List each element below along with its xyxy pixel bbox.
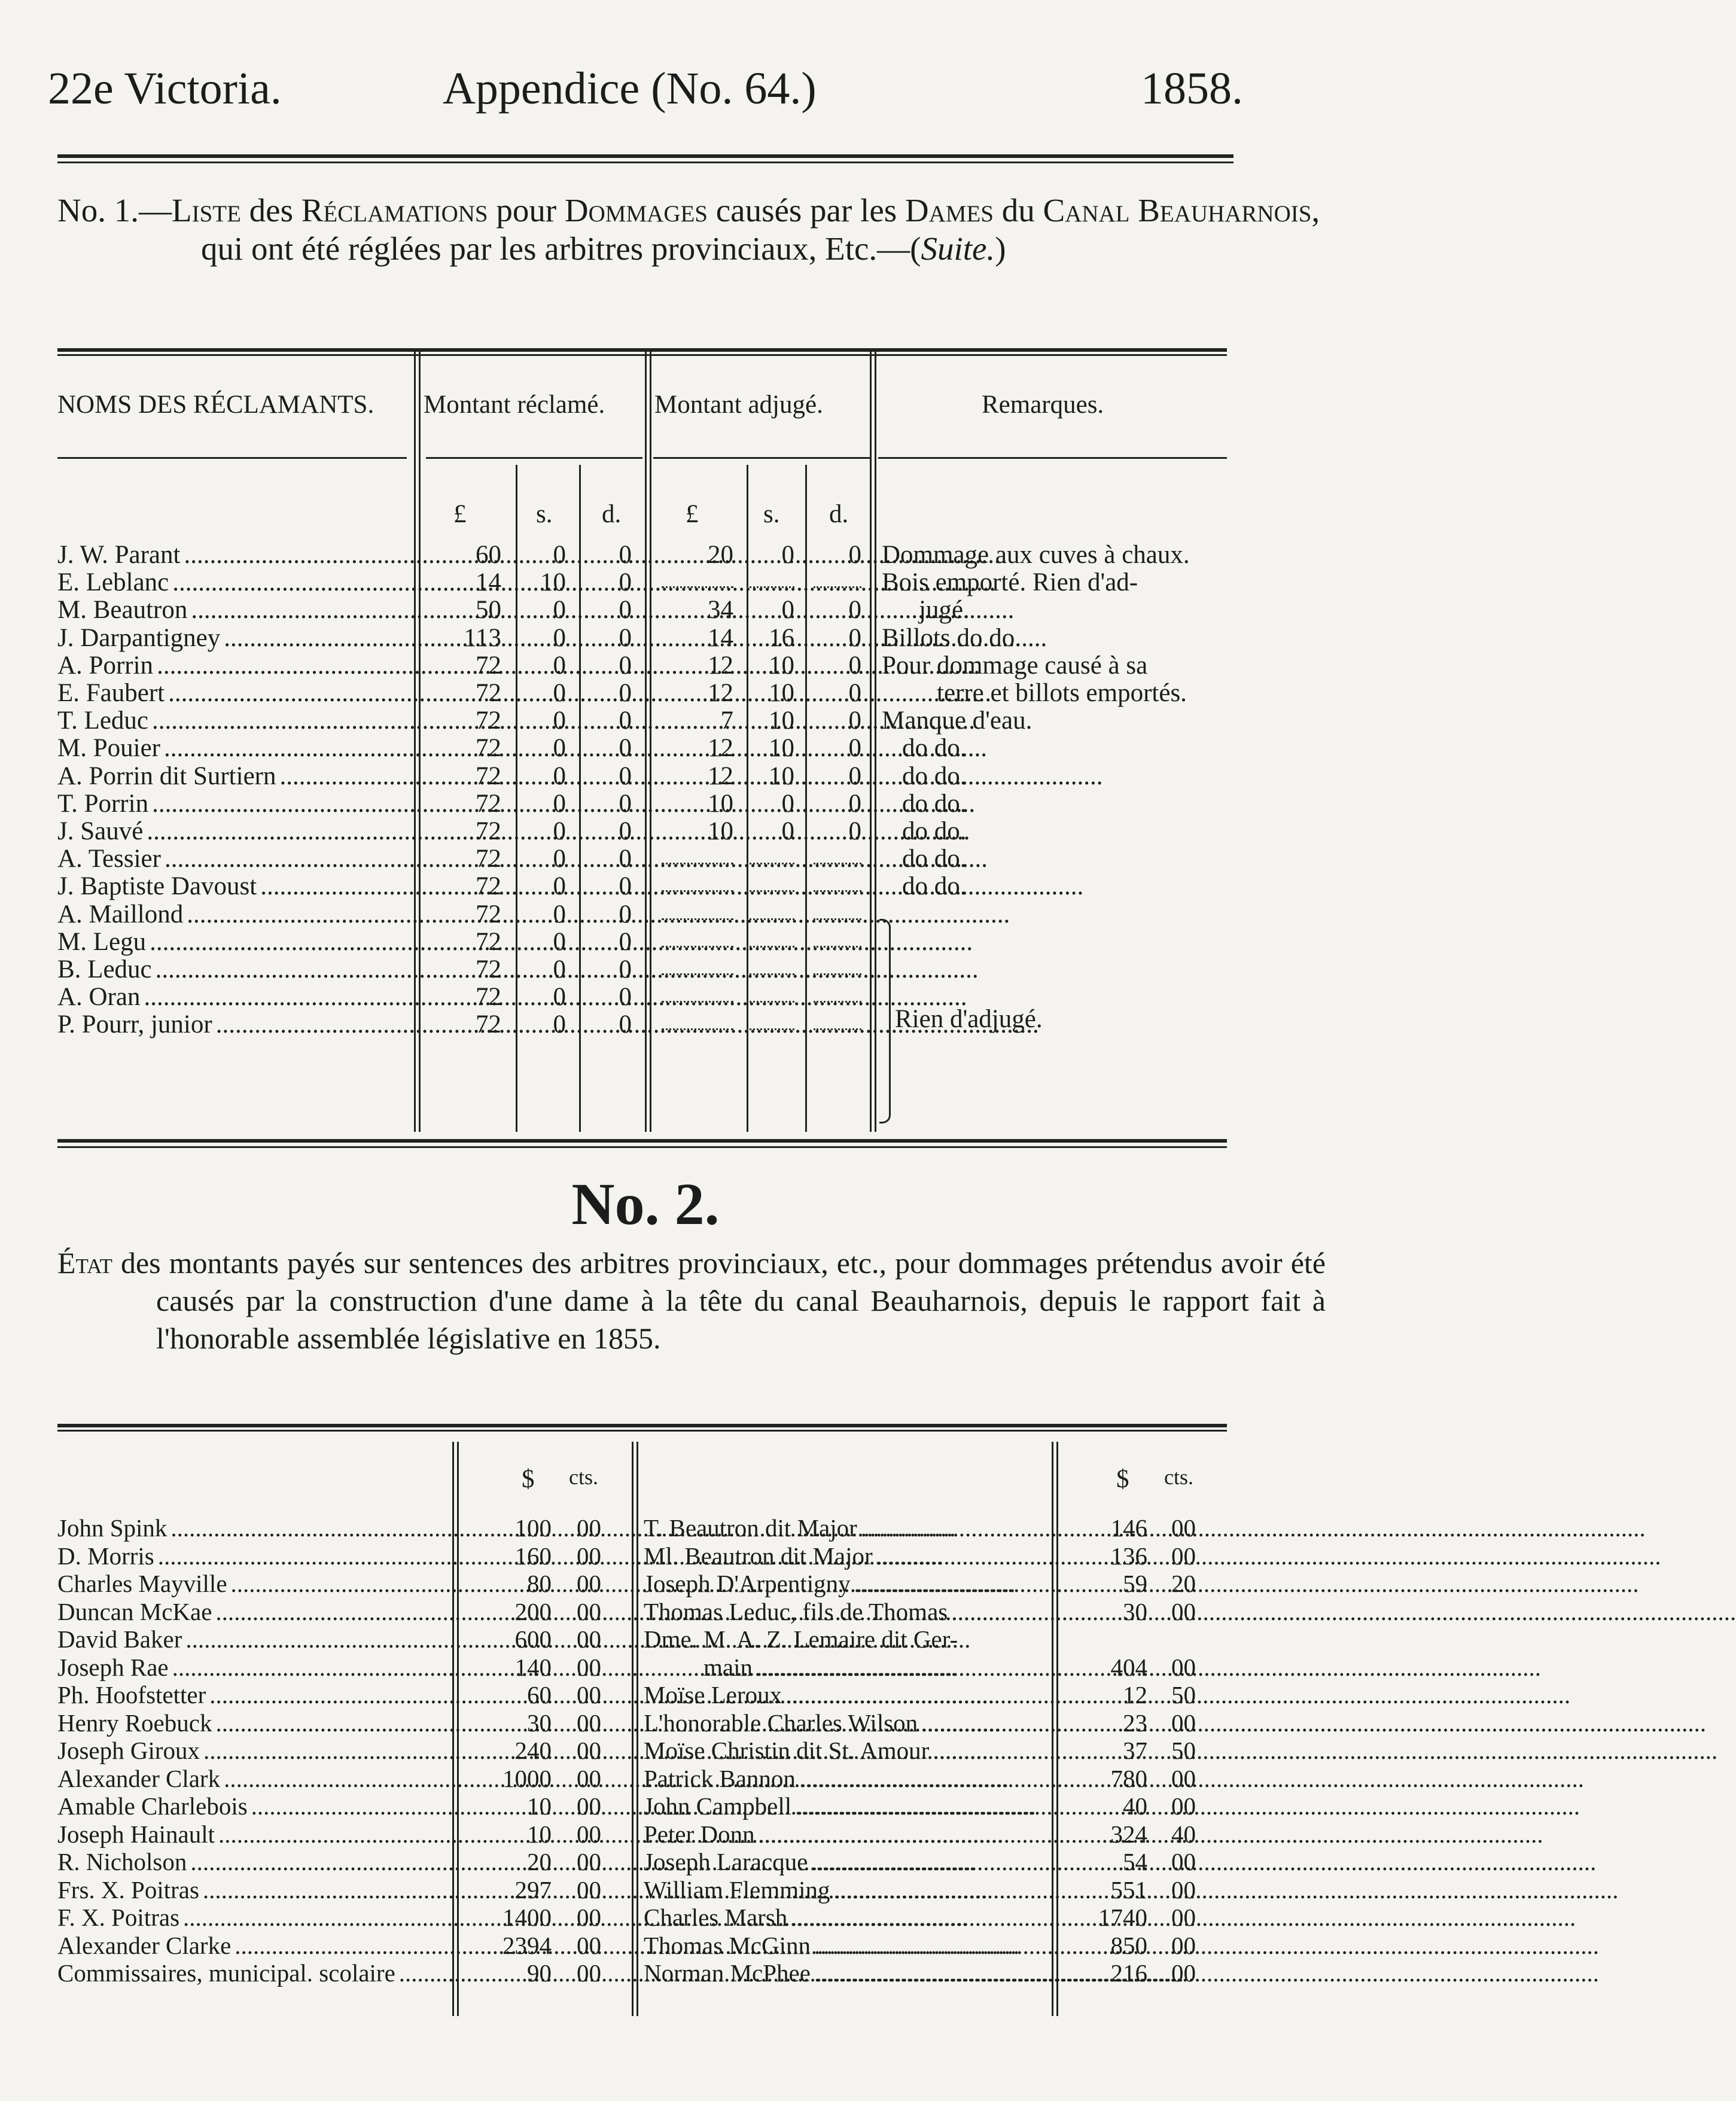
awarded-amount: 20 bbox=[708, 541, 733, 569]
table1-title: No. 1.—Liste des Réclamations pour Dommages causés par les Dames du Canal Beauharnois, qui ont été réglées par les arbitres provinciaux, Etc.—(Suite.) bbox=[57, 192, 1320, 267]
dollar-amount: 60 bbox=[527, 1681, 552, 1709]
header-divider bbox=[653, 457, 870, 459]
dollar-amount: 54 bbox=[1123, 1848, 1147, 1875]
cents-amount: 00 bbox=[577, 1542, 601, 1570]
cents-amount: 00 bbox=[1171, 1597, 1196, 1625]
claimed-amount: 14 bbox=[476, 568, 501, 597]
running-header bbox=[48, 63, 1243, 117]
claimed-amount: 0 bbox=[619, 845, 632, 873]
dollar-amount: 216 bbox=[1110, 1959, 1147, 1987]
dollar-amount: 200 bbox=[514, 1597, 552, 1625]
remark-text: do do. bbox=[902, 817, 967, 845]
claimed-amount: 72 bbox=[476, 762, 501, 790]
claimant-name: B. Leduc ..... bbox=[57, 955, 392, 984]
payee-name: John Spink ..... bbox=[57, 1514, 446, 1542]
awarded-amount: 12 bbox=[708, 651, 733, 680]
claimed-amount: 0 bbox=[553, 623, 566, 652]
payee-name: Frs. X. Poitras ..... bbox=[57, 1875, 446, 1904]
claimant-name: A. Oran ..... bbox=[57, 983, 392, 1012]
claimed-amount: 0 bbox=[619, 789, 632, 818]
payee-name: Joseph Rae ..... bbox=[57, 1653, 446, 1682]
awarded-amount bbox=[814, 568, 861, 588]
awarded-shilling-header: s. bbox=[763, 500, 780, 528]
claimed-amount: 0 bbox=[619, 568, 632, 597]
claimed-amount: 72 bbox=[476, 651, 501, 680]
claimed-amount: 0 bbox=[619, 872, 632, 901]
dollar-amount: 30 bbox=[1123, 1597, 1147, 1625]
claimant-name: T. Porrin ..... bbox=[57, 790, 392, 818]
cents-amount: 00 bbox=[577, 1792, 601, 1820]
cents-amount: 00 bbox=[1171, 1542, 1196, 1570]
payee-name: Alexander Clarke ..... bbox=[57, 1931, 446, 1960]
awarded-amount: 0 bbox=[781, 596, 794, 625]
dollar-amount: 10 bbox=[527, 1820, 552, 1848]
etat-label: État bbox=[57, 1246, 112, 1280]
payments-table bbox=[57, 1424, 1227, 2022]
awarded-pence-header: d. bbox=[829, 500, 849, 528]
awarded-amount bbox=[662, 568, 733, 588]
claimed-amount: 72 bbox=[476, 817, 501, 845]
payee-name: John Campbell ..... bbox=[644, 1792, 1044, 1820]
dollar-amount: 551 bbox=[1110, 1875, 1147, 1904]
claimed-pound-header: £ bbox=[453, 500, 467, 528]
awarded-amount: 10 bbox=[708, 789, 733, 818]
awarded-amount bbox=[814, 983, 861, 1003]
dollar-amount: 1740 bbox=[1098, 1904, 1147, 1931]
claimed-amount: 0 bbox=[553, 817, 566, 845]
dollar-amount: 100 bbox=[514, 1514, 552, 1542]
awarded-amount: 7 bbox=[720, 707, 733, 735]
remark-text: do do. bbox=[902, 789, 967, 818]
awarded-amount bbox=[814, 928, 861, 948]
payee-name: Charles Mayville ..... bbox=[57, 1569, 446, 1598]
dollar-amount: 600 bbox=[514, 1625, 552, 1653]
dollar-amount: 23 bbox=[1123, 1709, 1147, 1737]
brace-mark bbox=[879, 919, 891, 1123]
cents-amount: 00 bbox=[577, 1625, 601, 1653]
cents-amount: 50 bbox=[1171, 1681, 1196, 1709]
brace-note: Rien d'adjugé. bbox=[895, 1005, 1043, 1033]
cents-amount: 00 bbox=[1171, 1875, 1196, 1904]
dollar-amount: 2394 bbox=[502, 1931, 552, 1959]
claimed-amount: 0 bbox=[553, 541, 566, 569]
awarded-amount: 0 bbox=[848, 789, 861, 818]
awarded-amount: 10 bbox=[769, 651, 794, 680]
claimed-amount: 0 bbox=[619, 1010, 632, 1039]
claimed-amount: 72 bbox=[476, 734, 501, 763]
payee-name: Ml. Beautron dit Major ..... bbox=[644, 1542, 1044, 1570]
dollar-amount: 850 bbox=[1110, 1931, 1147, 1959]
payee-name: Norman McPhee ..... bbox=[644, 1959, 1044, 1987]
awarded-amount: 10 bbox=[769, 679, 794, 707]
etat-text: des montants payés sur sentences des arbitres provinciaux, etc., pour dommages prétendus avoir été causés par la construction d'une dame à la tête du canal Beauharnois, depuis le rapport fait à l'honorable assemblée législative en 1855. bbox=[112, 1246, 1326, 1355]
claimed-amount: 0 bbox=[553, 651, 566, 680]
claimed-amount: 0 bbox=[619, 623, 632, 652]
dollar-amount: 59 bbox=[1123, 1570, 1147, 1597]
claimant-name: P. Pourr, junior ..... bbox=[57, 1010, 392, 1039]
payee-name: Joseph Giroux ..... bbox=[57, 1736, 446, 1765]
payee-name: Commissaires, municipal. scolaire ..... bbox=[57, 1959, 446, 1987]
dollar-amount: 80 bbox=[527, 1570, 552, 1597]
cents-amount: 00 bbox=[577, 1597, 601, 1625]
cents-amount: 00 bbox=[1171, 1959, 1196, 1987]
dollar-amount: 240 bbox=[514, 1737, 552, 1764]
awarded-amount bbox=[662, 928, 733, 948]
table1-bottom-rule bbox=[57, 1139, 1227, 1143]
awarded-pound-header: £ bbox=[686, 500, 699, 528]
cents-amount: 00 bbox=[1171, 1764, 1196, 1792]
awarded-amount bbox=[662, 1010, 733, 1030]
awarded-amount bbox=[814, 955, 861, 975]
claimant-name: M. Legu ..... bbox=[57, 928, 392, 957]
remark-text: terre et billots emportés. bbox=[937, 679, 1187, 707]
table1-top-rule bbox=[57, 348, 1227, 352]
claimant-name: J. Darpantigney ..... bbox=[57, 624, 392, 653]
awarded-amount: 34 bbox=[708, 596, 733, 625]
claimed-amount: 0 bbox=[553, 596, 566, 625]
claimed-amount: 0 bbox=[619, 900, 632, 928]
dollar-amount: 30 bbox=[527, 1709, 552, 1737]
remark-text: Pour dommage causé à sa bbox=[882, 651, 1148, 680]
claimed-amount: 60 bbox=[476, 541, 501, 569]
awarded-amount bbox=[814, 900, 861, 920]
awarded-amount: 0 bbox=[848, 707, 861, 735]
awarded-amount: 10 bbox=[769, 762, 794, 790]
claimed-amount: 0 bbox=[553, 734, 566, 763]
section2-title: No. 2. bbox=[571, 1171, 720, 1237]
payee-name: Amable Charlebois ..... bbox=[57, 1792, 446, 1820]
remark-text: do do. bbox=[902, 734, 967, 763]
cents-amount: 00 bbox=[577, 1820, 601, 1848]
claimed-amount: 50 bbox=[476, 596, 501, 625]
awarded-amount bbox=[747, 568, 794, 588]
header-divider bbox=[426, 457, 642, 459]
remark-text: Bois emporté. Rien d'ad- bbox=[882, 568, 1138, 597]
awarded-amount: 12 bbox=[708, 679, 733, 707]
header-rule bbox=[57, 154, 1234, 158]
claimed-amount: 72 bbox=[476, 707, 501, 735]
awarded-amount bbox=[814, 1010, 861, 1030]
table1-bottom-rule-thin bbox=[57, 1146, 1227, 1148]
dollar-amount: 90 bbox=[527, 1959, 552, 1987]
claimed-amount: 0 bbox=[619, 817, 632, 845]
table2-top-rule bbox=[57, 1424, 1227, 1427]
claimant-name: M. Beautron ..... bbox=[57, 596, 392, 625]
dollar-amount: 136 bbox=[1110, 1542, 1147, 1570]
payee-name: R. Nicholson ..... bbox=[57, 1847, 446, 1876]
remark-text: Dommage aux cuves à chaux. bbox=[882, 541, 1190, 569]
payee-name: Henry Roebuck ..... bbox=[57, 1709, 446, 1737]
claimant-name: M. Pouier ..... bbox=[57, 734, 392, 763]
claimed-amount: 72 bbox=[476, 955, 501, 983]
awarded-amount: 12 bbox=[708, 762, 733, 790]
awarded-amount: 12 bbox=[708, 734, 733, 763]
cents-amount: 00 bbox=[577, 1764, 601, 1792]
cents-amount: 00 bbox=[1171, 1653, 1196, 1681]
table1-top-rule-thin bbox=[57, 354, 1227, 356]
claimed-amount: 72 bbox=[476, 900, 501, 928]
claimed-pence-header: d. bbox=[602, 500, 622, 528]
payee-name: David Baker ..... bbox=[57, 1625, 446, 1654]
header-left: 22e Victoria. bbox=[48, 63, 282, 114]
dollar-amount: 146 bbox=[1110, 1514, 1147, 1542]
awarded-amount bbox=[747, 845, 794, 864]
awarded-amount bbox=[814, 845, 861, 864]
awarded-amount bbox=[747, 872, 794, 892]
claimed-amount: 0 bbox=[619, 707, 632, 735]
claimed-amount: 72 bbox=[476, 1010, 501, 1039]
claimed-amount: 10 bbox=[540, 568, 566, 597]
payee-name: F. X. Poitras ..... bbox=[57, 1903, 446, 1932]
cents-amount: 00 bbox=[577, 1681, 601, 1709]
payee-name: Joseph Laracque ..... bbox=[644, 1847, 1044, 1876]
claimed-amount: 0 bbox=[553, 927, 566, 956]
awarded-amount: 0 bbox=[781, 817, 794, 845]
awarded-amount bbox=[662, 900, 733, 920]
claimant-name: A. Porrin dit Surtiern ..... bbox=[57, 762, 392, 791]
dollar-amount: 404 bbox=[1110, 1653, 1147, 1681]
dollar-amount: 140 bbox=[514, 1653, 552, 1681]
awarded-amount: 16 bbox=[769, 623, 794, 652]
claimed-amount: 0 bbox=[619, 762, 632, 790]
claimed-amount: 0 bbox=[619, 541, 632, 569]
payee-name: Moïse Christin dit St. Amour ..... bbox=[644, 1736, 1044, 1765]
cents-amount: 00 bbox=[1171, 1904, 1196, 1931]
cents-amount: 00 bbox=[1171, 1848, 1196, 1875]
claimed-amount: 0 bbox=[619, 927, 632, 956]
cents-amount: 00 bbox=[1171, 1792, 1196, 1820]
payee-name: Alexander Clark ..... bbox=[57, 1764, 446, 1793]
claimed-amount: 0 bbox=[553, 900, 566, 928]
awarded-amount: 10 bbox=[769, 707, 794, 735]
claimant-name: T. Leduc ..... bbox=[57, 707, 392, 735]
dollar-amount: 780 bbox=[1110, 1764, 1147, 1792]
claimed-amount: 72 bbox=[476, 789, 501, 818]
dollar-amount: 12 bbox=[1123, 1681, 1147, 1709]
dollar-amount: 20 bbox=[527, 1848, 552, 1875]
claimed-amount: 0 bbox=[619, 734, 632, 763]
awarded-amount bbox=[662, 845, 733, 864]
payee-name: L'honorable Charles Wilson ..... bbox=[644, 1709, 1044, 1737]
dollar-amount: 160 bbox=[514, 1542, 552, 1570]
cents-amount: 00 bbox=[1171, 1514, 1196, 1542]
claimed-amount: 0 bbox=[553, 872, 566, 901]
awarded-amount: 0 bbox=[781, 541, 794, 569]
payee-name: Dme. M. A. Z. Lemaire dit Ger- bbox=[644, 1625, 958, 1653]
cents-amount: 40 bbox=[1171, 1820, 1196, 1848]
cents-amount: 00 bbox=[577, 1848, 601, 1875]
col-header-remarks: Remarques. bbox=[982, 391, 1104, 419]
dollar-amount: 40 bbox=[1123, 1792, 1147, 1820]
claimed-amount: 0 bbox=[553, 1010, 566, 1039]
left-cents-header: cts. bbox=[569, 1465, 598, 1489]
claimed-amount: 72 bbox=[476, 872, 501, 901]
remark-text: do do. bbox=[902, 762, 967, 790]
payee-name: Joseph Hainault ..... bbox=[57, 1820, 446, 1849]
claimed-amount: 0 bbox=[619, 679, 632, 707]
right-cents-header: cts. bbox=[1164, 1465, 1193, 1489]
payee-name: Duncan McKae ..... bbox=[57, 1597, 446, 1626]
awarded-amount bbox=[662, 955, 733, 975]
claimed-amount: 0 bbox=[553, 679, 566, 707]
cents-amount: 00 bbox=[577, 1514, 601, 1542]
claimant-name: J. Sauvé ..... bbox=[57, 817, 392, 846]
remark-text: jugé. bbox=[919, 596, 970, 625]
cents-amount: 50 bbox=[1171, 1737, 1196, 1764]
payee-name: T. Beautron dit Major ..... bbox=[644, 1514, 1044, 1542]
cents-amount: 00 bbox=[577, 1709, 601, 1737]
awarded-amount: 14 bbox=[708, 623, 733, 652]
awarded-amount: 0 bbox=[848, 541, 861, 569]
remark-text: do do. bbox=[902, 845, 967, 873]
left-dollar-header: $ bbox=[522, 1465, 535, 1493]
payee-name: Thomas McGinn ..... bbox=[644, 1931, 1044, 1960]
claimed-amount: 0 bbox=[619, 651, 632, 680]
awarded-amount bbox=[747, 983, 794, 1003]
remark-text: Billots do do. bbox=[882, 623, 1021, 652]
claimed-amount: 0 bbox=[619, 983, 632, 1012]
cents-amount: 00 bbox=[577, 1875, 601, 1904]
claimed-amount: 0 bbox=[553, 983, 566, 1012]
dollar-amount: 10 bbox=[527, 1792, 552, 1820]
dollar-amount: 1000 bbox=[502, 1764, 552, 1792]
payee-name: Joseph D'Arpentigny ..... bbox=[644, 1569, 1044, 1598]
col-header-awarded: Montant adjugé. bbox=[654, 391, 823, 419]
right-dollar-header: $ bbox=[1116, 1465, 1129, 1493]
claimant-name: J. W. Parant ..... bbox=[57, 541, 392, 570]
remark-text: Manque d'eau. bbox=[882, 707, 1033, 735]
awarded-amount: 0 bbox=[781, 789, 794, 818]
dollar-amount: 37 bbox=[1123, 1737, 1147, 1764]
awarded-amount: 0 bbox=[848, 623, 861, 652]
awarded-amount: 0 bbox=[848, 596, 861, 625]
awarded-amount bbox=[662, 983, 733, 1003]
claimed-amount: 0 bbox=[553, 707, 566, 735]
awarded-amount: 0 bbox=[848, 651, 861, 680]
payee-name: Charles Marsh ..... bbox=[644, 1903, 1044, 1932]
claimant-name: A. Porrin ..... bbox=[57, 651, 392, 680]
awarded-amount: 0 bbox=[848, 679, 861, 707]
claimed-shilling-header: s. bbox=[536, 500, 553, 528]
claimed-amount: 0 bbox=[553, 845, 566, 873]
claimed-amount: 72 bbox=[476, 927, 501, 956]
claimed-amount: 72 bbox=[476, 845, 501, 873]
header-divider bbox=[57, 457, 407, 459]
awarded-amount: 0 bbox=[848, 817, 861, 845]
awarded-amount bbox=[747, 928, 794, 948]
section2-description bbox=[57, 1244, 1326, 1357]
claimant-name: A. Tessier ..... bbox=[57, 845, 392, 873]
awarded-amount: 10 bbox=[708, 817, 733, 845]
awarded-amount bbox=[662, 872, 733, 892]
claimant-name: A. Maillond ..... bbox=[57, 900, 392, 929]
dollar-amount: 1400 bbox=[502, 1904, 552, 1931]
payee-name: Ph. Hoofstetter ..... bbox=[57, 1680, 446, 1709]
col-header-names: NOMS DES RÉCLAMANTS. bbox=[57, 391, 374, 419]
cents-amount: 00 bbox=[577, 1653, 601, 1681]
payee-name: William Flemming ..... bbox=[644, 1875, 1044, 1904]
cents-amount: 00 bbox=[577, 1931, 601, 1959]
cents-amount: 00 bbox=[577, 1904, 601, 1931]
header-divider bbox=[878, 457, 1227, 459]
cents-amount: 20 bbox=[1171, 1570, 1196, 1597]
awarded-amount: 10 bbox=[769, 734, 794, 763]
claimed-amount: 0 bbox=[619, 955, 632, 983]
claimed-amount: 72 bbox=[476, 679, 501, 707]
dollar-amount: 297 bbox=[514, 1875, 552, 1904]
claimant-name: J. Baptiste Davoust ..... bbox=[57, 872, 392, 901]
claimed-amount: 0 bbox=[619, 596, 632, 625]
header-center: Appendice (No. 64.) bbox=[443, 63, 817, 114]
payee-name: main ..... bbox=[703, 1653, 1044, 1682]
col-header-claimed: Montant réclamé. bbox=[424, 391, 605, 419]
claimed-amount: 0 bbox=[553, 955, 566, 983]
dollar-amount: 324 bbox=[1110, 1820, 1147, 1848]
awarded-amount: 0 bbox=[848, 734, 861, 763]
claimant-name: E. Faubert ..... bbox=[57, 679, 392, 708]
payee-name: Moïse Leroux ..... bbox=[644, 1680, 1044, 1709]
cents-amount: 00 bbox=[577, 1959, 601, 1987]
header-rule-thin bbox=[57, 162, 1234, 163]
claims-table bbox=[57, 348, 1227, 1150]
claimed-amount: 0 bbox=[553, 789, 566, 818]
claimed-amount: 0 bbox=[553, 762, 566, 790]
payee-name: Peter Donn ..... bbox=[644, 1820, 1044, 1849]
claimant-name: E. Leblanc ..... bbox=[57, 568, 392, 597]
remark-text: do do. bbox=[902, 872, 967, 901]
awarded-amount bbox=[814, 872, 861, 892]
header-right: 1858. bbox=[1141, 63, 1243, 114]
awarded-amount: 0 bbox=[848, 762, 861, 790]
cents-amount: 00 bbox=[577, 1570, 601, 1597]
awarded-amount bbox=[747, 1010, 794, 1030]
payee-name: D. Morris ..... bbox=[57, 1542, 446, 1570]
claimed-amount: 72 bbox=[476, 983, 501, 1012]
cents-amount: 00 bbox=[1171, 1931, 1196, 1959]
table2-top-rule-thin bbox=[57, 1430, 1227, 1432]
claimed-amount: 113 bbox=[464, 623, 501, 652]
cents-amount: 00 bbox=[1171, 1709, 1196, 1737]
payee-name: Patrick Bannon ..... bbox=[644, 1764, 1044, 1793]
awarded-amount bbox=[747, 900, 794, 920]
payee-name: Thomas Leduc, fils de Thomas ..... bbox=[644, 1597, 1044, 1626]
cents-amount: 00 bbox=[577, 1737, 601, 1764]
awarded-amount bbox=[747, 955, 794, 975]
